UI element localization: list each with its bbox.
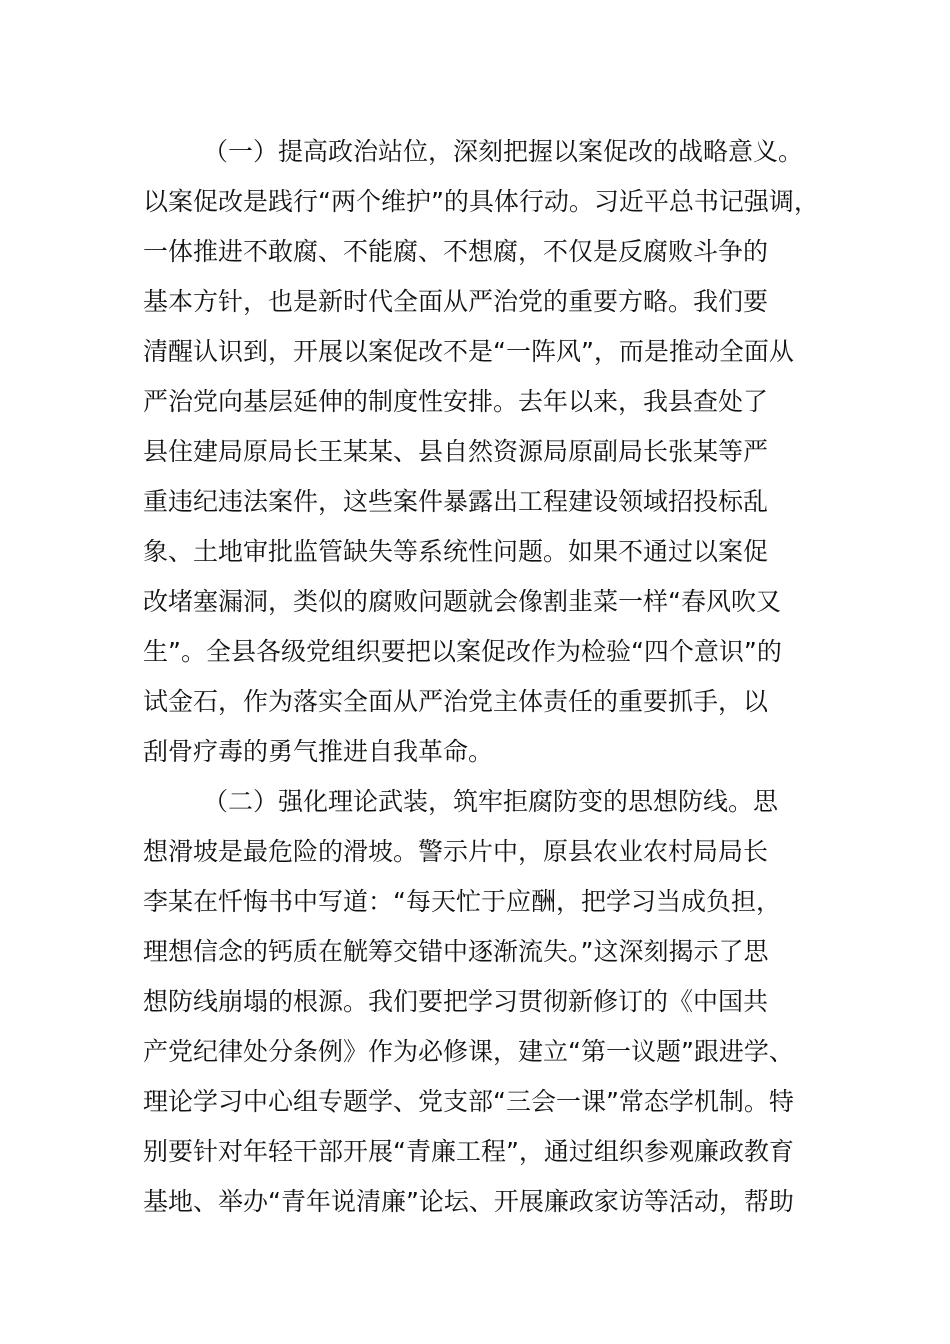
- text-line: 李某在忏悔书中写道：“每天忙于应酬，把学习当成负担，: [143, 887, 781, 916]
- text-line: 改堵塞漏洞，类似的腐败问题就会像割韭菜一样“春风吹又: [143, 587, 781, 616]
- text-line: 理想信念的钙质在觥筹交错中逐渐流失。”这深刻揭示了思: [143, 937, 769, 966]
- text-line: 想滑坡是最危险的滑坡。警示片中，原县农业农村局局长: [143, 837, 769, 866]
- text-line: 试金石，作为落实全面从严治党主体责任的重要抓手，以: [143, 687, 769, 716]
- text-line: 以案促改是践行“两个维护”的具体行动。习近平总书记强调，: [143, 187, 819, 216]
- text-line: 生”。全县各级党组织要把以案促改作为检验“四个意识”的: [143, 637, 782, 666]
- text-line: 重违纪违法案件，这些案件暴露出工程建设领域招投标乱: [143, 487, 769, 516]
- text-line: 别要针对年轻干部开展“青廉工程”，通过组织参观廉政教育: [143, 1137, 794, 1166]
- paragraph-1-heading-line: （一）提高政治站位，深刻把握以案促改的战略意义。: [203, 137, 804, 166]
- text-line: 基地、举办“青年说清廉”论坛、开展廉政家访等活动，帮助: [143, 1187, 794, 1216]
- text-line: 县住建局原局长王某某、县自然资源局原副局长张某等严: [143, 437, 769, 466]
- paragraph-2-heading-line: （二）强化理论武装，筑牢拒腐防变的思想防线。思: [203, 787, 779, 816]
- text-line: 理论学习中心组专题学、党支部“三会一课”常态学机制。特: [143, 1087, 794, 1116]
- body-text: [143, 127, 843, 1227]
- text-line: 清醒认识到，开展以案促改不是“一阵风”，而是推动全面从: [143, 337, 794, 366]
- text-line: 严治党向基层延伸的制度性安排。去年以来，我县查处了: [143, 387, 769, 416]
- text-line: 基本方针，也是新时代全面从严治党的重要方略。我们要: [143, 287, 769, 316]
- text-line: 刮骨疗毒的勇气推进自我革命。: [143, 737, 494, 766]
- text-line: 想防线崩塌的根源。我们要把学习贯彻新修订的《中国共: [143, 987, 769, 1016]
- text-line: 产党纪律处分条例》作为必修课，建立“第一议题”跟进学、: [143, 1037, 794, 1066]
- text-line: 象、土地审批监管缺失等系统性问题。如果不通过以案促: [143, 537, 769, 566]
- text-line: 一体推进不敢腐、不能腐、不想腐，不仅是反腐败斗争的: [143, 237, 769, 266]
